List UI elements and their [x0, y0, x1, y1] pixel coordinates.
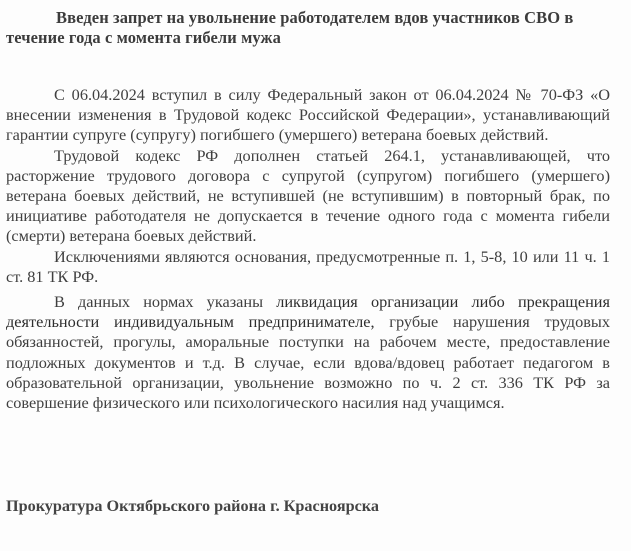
paragraph-article-264-1: Трудовой кодекс РФ дополнен статьей 264.1, устанавливающей, что расторжение трудового договора с супругой (супругом) погибшего (умершего) ветерана боевых действий, не вступившей (не вступившим) в повторный брак, по инициативе работодателя не допускается в течение одного года с момента гибели (смерти) ветерана боевых действий.	[6, 145, 610, 246]
paragraph-grounds-intro: В данных нормах указаны	[54, 292, 277, 312]
paragraph-exceptions: Исключениями являются основания, предусмотренные п. 1, 5-8, 10 или 11 ч. 1 ст. 81 ТК РФ.	[6, 246, 610, 286]
document-signature: Прокуратура Октябрьского района г. Красноярска	[6, 497, 379, 515]
paragraph-grounds-rest: грубые нарушения трудовых обязанностей, прогулы, аморальные поступки на рабочем месте, предоставление подложных документов и т.д. В случае, если вдова/вдовец работает педагогом в образовательной организации, увольнение возможно по ч. 2 ст. 336 ТК РФ за совершение физического или психологического насилия над учащимся.	[6, 312, 611, 413]
document-body	[6, 85, 610, 413]
paragraph-grounds-details	[6, 292, 610, 413]
document-title: Введен запрет на увольнение работодателем вдов участников СВО в течение года с момента гибели мужа	[6, 8, 574, 47]
document-page	[6, 8, 610, 413]
paragraph-law-enactment: С 06.04.2024 вступил в силу Федеральный закон от 06.04.2024 № 70-ФЗ «О внесении изменения в Трудовой кодекс Российской Федерации», устанавливающий гарантии супруге (супругу) погибшего (умершего) ветерана боевых действий.	[6, 85, 610, 145]
paragraph-grounds-emphasis: ликвидация организации либо прекращения деятельности индивидуальным предпринимателе,	[6, 292, 610, 332]
